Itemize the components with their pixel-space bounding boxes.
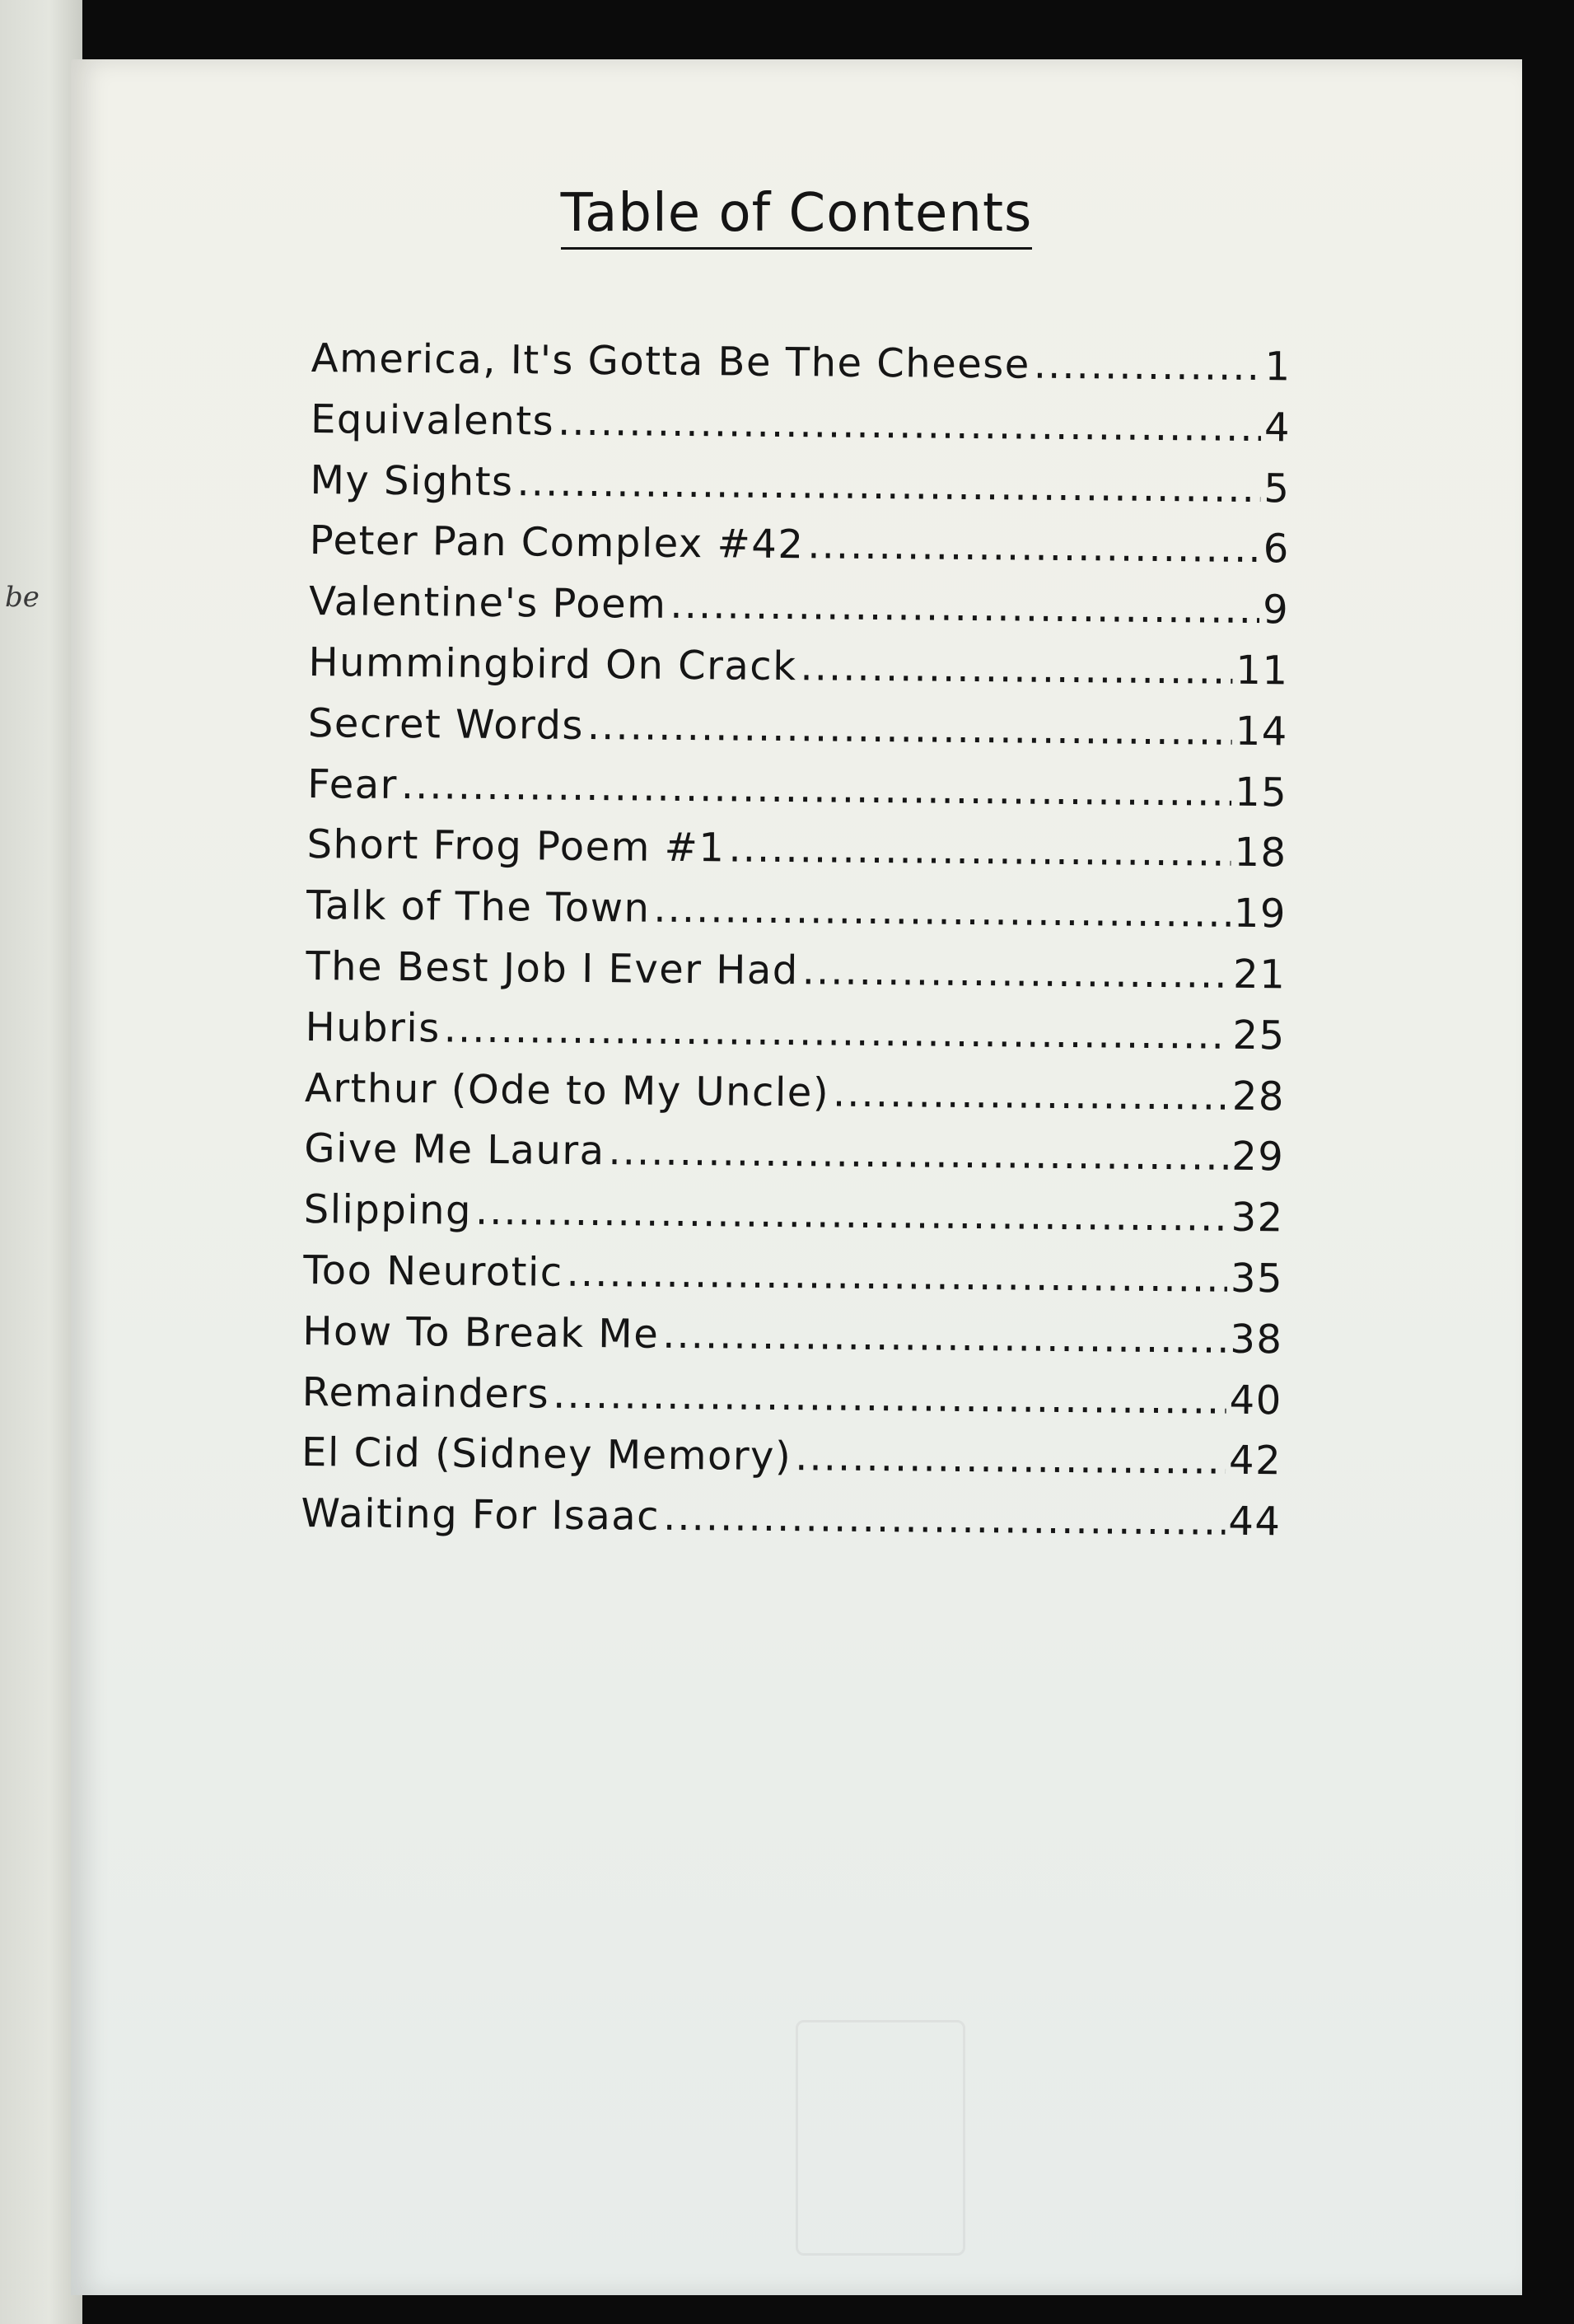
toc-entry	[306, 821, 1287, 891]
toc-entry-leader	[553, 1371, 1226, 1423]
toc-entry	[303, 1247, 1284, 1316]
toc-entry-page: 32	[1231, 1194, 1284, 1241]
page-title-text: Table of Contents	[561, 183, 1033, 250]
toc-entry-title: Valentine's Poem	[308, 578, 667, 628]
toc-entry-title: Short Frog Poem #1	[306, 821, 726, 872]
toc-entry-page: 11	[1235, 647, 1289, 694]
toc-entry-page: 35	[1230, 1255, 1284, 1302]
toc-entry	[311, 335, 1291, 404]
toc-entry-title: Secret Words	[307, 699, 585, 749]
toc-entry-leader	[401, 762, 1232, 816]
toc-entry-leader	[653, 886, 1231, 937]
toc-entry-leader	[608, 1129, 1228, 1181]
toc-entry-leader	[833, 1069, 1229, 1119]
toc-entry	[301, 1429, 1282, 1499]
page-title	[71, 183, 1522, 244]
toc-entry-title: Slipping	[303, 1186, 473, 1234]
toc-entry-title: Peter Pan Complex #42	[309, 517, 805, 568]
toc-entry-leader	[1034, 342, 1262, 390]
toc-entry-page: 18	[1234, 830, 1287, 877]
toc-entry	[303, 1186, 1284, 1256]
toc-entry-page: 21	[1232, 951, 1287, 998]
toc-entry	[308, 639, 1289, 708]
left-page-text-fragment: be	[5, 581, 40, 614]
toc-entry-title: Waiting For Isaac	[301, 1490, 661, 1540]
toc-entry-page: 25	[1232, 1012, 1286, 1059]
toc-entry-page: 44	[1228, 1498, 1282, 1545]
toc-entry-page: 6	[1263, 526, 1291, 573]
toc-entry-page: 29	[1231, 1134, 1285, 1181]
toc-entry	[306, 943, 1287, 1012]
toc-entry-title: Hubris	[305, 1003, 441, 1052]
toc-entry	[307, 700, 1288, 769]
toc-entry-page: 4	[1263, 404, 1291, 451]
toc-entry-page: 14	[1235, 708, 1289, 755]
toc-entry-title: How To Break Me	[302, 1307, 660, 1358]
toc-entry-title: Give Me Laura	[304, 1125, 605, 1175]
toc-entry-leader	[475, 1188, 1228, 1241]
toc-entry-page: 9	[1262, 587, 1290, 634]
toc-entry-leader	[662, 1312, 1227, 1363]
toc-entry-leader	[558, 398, 1261, 450]
toc-entry	[304, 1125, 1285, 1195]
toc-entry-page: 19	[1233, 890, 1287, 938]
toc-entry-leader	[795, 1434, 1226, 1485]
toc-entry-page: 40	[1229, 1377, 1283, 1424]
toc-entry	[309, 578, 1290, 648]
toc-entry	[307, 761, 1288, 830]
toc-entry	[301, 1490, 1282, 1559]
toc-entry-page: 1	[1264, 344, 1291, 390]
toc-entry-title: The Best Job I Ever Had	[306, 942, 800, 994]
left-page-edge	[0, 0, 82, 2324]
toc-entry-leader	[516, 459, 1260, 512]
toc-entry-leader	[670, 582, 1259, 633]
toc-entry-title: Arthur (Ode to My Uncle)	[304, 1064, 830, 1116]
toc-entry-leader	[566, 1250, 1227, 1302]
toc-entry-title: My Sights	[310, 456, 514, 505]
toc-entry-page: 5	[1263, 465, 1291, 512]
toc-list	[301, 335, 1291, 1559]
toc-entry-page: 38	[1230, 1316, 1283, 1363]
toc-entry	[301, 1368, 1282, 1438]
toc-entry	[310, 457, 1291, 526]
toc-entry-leader	[802, 947, 1231, 998]
toc-entry-leader	[443, 1005, 1229, 1058]
toc-entry	[306, 882, 1287, 952]
toc-entry	[309, 517, 1290, 587]
toc-entry	[302, 1308, 1283, 1377]
toc-entry-leader	[807, 522, 1260, 573]
toc-entry-title: Equivalents	[310, 395, 555, 445]
book-page	[71, 59, 1522, 2295]
toc-entry-page: 15	[1234, 769, 1288, 816]
toc-entry-title: Remainders	[301, 1368, 550, 1418]
toc-entry-title: Fear	[307, 760, 399, 808]
toc-entry-leader	[587, 703, 1232, 755]
toc-entry-page: 42	[1228, 1438, 1282, 1485]
toc-entry	[305, 1065, 1286, 1134]
toc-entry-leader	[663, 1494, 1226, 1545]
show-through-mark	[796, 2020, 965, 2256]
toc-entry-leader	[728, 825, 1231, 876]
toc-entry-leader	[800, 643, 1232, 694]
toc-entry-title: Too Neurotic	[302, 1246, 563, 1296]
toc-entry	[305, 1004, 1286, 1073]
toc-entry-title: America, It's Gotta Be The Cheese	[311, 335, 1031, 388]
toc-entry-title: Talk of The Town	[306, 882, 651, 932]
toc-entry-title: Hummingbird On Crack	[308, 638, 797, 690]
toc-entry-page: 28	[1231, 1073, 1286, 1120]
toc-entry-title: El Cid (Sidney Memory)	[301, 1429, 792, 1480]
toc-entry	[311, 396, 1291, 465]
